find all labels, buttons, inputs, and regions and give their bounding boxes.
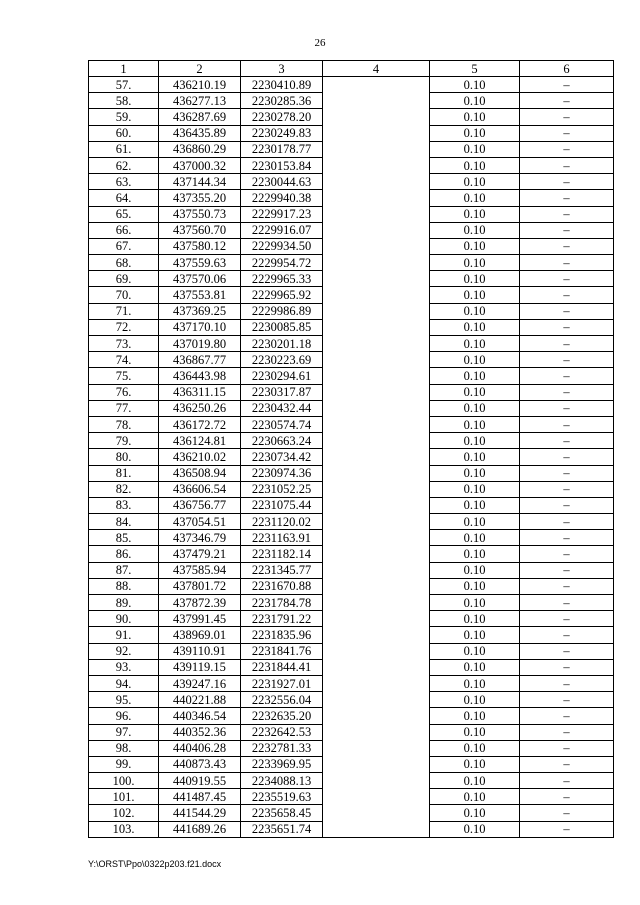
accuracy-cell: 0.10	[430, 514, 520, 530]
column-6-cell: –	[520, 174, 614, 190]
accuracy-cell: 0.10	[430, 675, 520, 691]
x-coordinate-cell: 437355.20	[159, 190, 241, 206]
y-coordinate-cell: 2230734.42	[241, 449, 323, 465]
accuracy-cell: 0.10	[430, 368, 520, 384]
accuracy-cell: 0.10	[430, 821, 520, 837]
y-coordinate-cell: 2230178.77	[241, 141, 323, 157]
header-col-5: 5	[430, 61, 520, 77]
x-coordinate-cell: 437369.25	[159, 303, 241, 319]
column-6-cell: –	[520, 238, 614, 254]
accuracy-cell: 0.10	[430, 611, 520, 627]
column-6-cell: –	[520, 659, 614, 675]
y-coordinate-cell: 2229940.38	[241, 190, 323, 206]
accuracy-cell: 0.10	[430, 449, 520, 465]
accuracy-cell: 0.10	[430, 125, 520, 141]
point-number-cell: 59.	[89, 109, 159, 125]
y-coordinate-cell: 2235658.45	[241, 805, 323, 821]
point-number-cell: 76.	[89, 384, 159, 400]
point-number-cell: 77.	[89, 400, 159, 416]
point-number-cell: 82.	[89, 481, 159, 497]
column-6-cell: –	[520, 789, 614, 805]
column-6-cell: –	[520, 336, 614, 352]
point-number-cell: 58.	[89, 93, 159, 109]
column-6-cell: –	[520, 287, 614, 303]
point-number-cell: 96.	[89, 708, 159, 724]
column-6-cell: –	[520, 562, 614, 578]
x-coordinate-cell: 436277.13	[159, 93, 241, 109]
point-number-cell: 86.	[89, 546, 159, 562]
y-coordinate-cell: 2231927.01	[241, 675, 323, 691]
table-body	[89, 77, 614, 838]
accuracy-cell: 0.10	[430, 190, 520, 206]
table-row	[89, 77, 614, 93]
point-number-cell: 78.	[89, 416, 159, 432]
header-col-6: 6	[520, 61, 614, 77]
accuracy-cell: 0.10	[430, 773, 520, 789]
x-coordinate-cell: 440221.88	[159, 692, 241, 708]
column-6-cell: –	[520, 255, 614, 271]
x-coordinate-cell: 439119.15	[159, 659, 241, 675]
accuracy-cell: 0.10	[430, 206, 520, 222]
column-6-cell: –	[520, 595, 614, 611]
point-number-cell: 67.	[89, 238, 159, 254]
accuracy-cell: 0.10	[430, 384, 520, 400]
y-coordinate-cell: 2229965.33	[241, 271, 323, 287]
accuracy-cell: 0.10	[430, 530, 520, 546]
point-number-cell: 66.	[89, 222, 159, 238]
y-coordinate-cell: 2231345.77	[241, 562, 323, 578]
point-number-cell: 80.	[89, 449, 159, 465]
point-number-cell: 98.	[89, 740, 159, 756]
accuracy-cell: 0.10	[430, 692, 520, 708]
column-6-cell: –	[520, 675, 614, 691]
accuracy-cell: 0.10	[430, 546, 520, 562]
table-header-row	[89, 61, 614, 77]
y-coordinate-cell: 2229986.89	[241, 303, 323, 319]
point-number-cell: 85.	[89, 530, 159, 546]
column-6-cell: –	[520, 93, 614, 109]
point-number-cell: 79.	[89, 433, 159, 449]
header-col-3: 3	[241, 61, 323, 77]
column-4-merged-cell	[323, 77, 430, 838]
y-coordinate-cell: 2230410.89	[241, 77, 323, 93]
x-coordinate-cell: 440406.28	[159, 740, 241, 756]
x-coordinate-cell: 437559.63	[159, 255, 241, 271]
y-coordinate-cell: 2230044.63	[241, 174, 323, 190]
accuracy-cell: 0.10	[430, 255, 520, 271]
y-coordinate-cell: 2229965.92	[241, 287, 323, 303]
column-6-cell: –	[520, 530, 614, 546]
x-coordinate-cell: 437560.70	[159, 222, 241, 238]
x-coordinate-cell: 437144.34	[159, 174, 241, 190]
column-6-cell: –	[520, 805, 614, 821]
x-coordinate-cell: 437585.94	[159, 562, 241, 578]
column-6-cell: –	[520, 384, 614, 400]
accuracy-cell: 0.10	[430, 740, 520, 756]
point-number-cell: 90.	[89, 611, 159, 627]
accuracy-cell: 0.10	[430, 93, 520, 109]
column-6-cell: –	[520, 481, 614, 497]
x-coordinate-cell: 437019.80	[159, 336, 241, 352]
accuracy-cell: 0.10	[430, 400, 520, 416]
point-number-cell: 61.	[89, 141, 159, 157]
column-6-cell: –	[520, 222, 614, 238]
point-number-cell: 74.	[89, 352, 159, 368]
column-6-cell: –	[520, 497, 614, 513]
page-number: 26	[314, 37, 326, 49]
accuracy-cell: 0.10	[430, 222, 520, 238]
point-number-cell: 60.	[89, 125, 159, 141]
y-coordinate-cell: 2230663.24	[241, 433, 323, 449]
point-number-cell: 69.	[89, 271, 159, 287]
column-6-cell: –	[520, 416, 614, 432]
x-coordinate-cell: 436860.29	[159, 141, 241, 157]
y-coordinate-cell: 2230249.83	[241, 125, 323, 141]
point-number-cell: 73.	[89, 336, 159, 352]
point-number-cell: 83.	[89, 497, 159, 513]
x-coordinate-cell: 436756.77	[159, 497, 241, 513]
x-coordinate-cell: 436124.81	[159, 433, 241, 449]
column-6-cell: –	[520, 271, 614, 287]
column-6-cell: –	[520, 352, 614, 368]
column-6-cell: –	[520, 77, 614, 93]
point-number-cell: 91.	[89, 627, 159, 643]
x-coordinate-cell: 437054.51	[159, 514, 241, 530]
y-coordinate-cell: 2230285.36	[241, 93, 323, 109]
y-coordinate-cell: 2231835.96	[241, 627, 323, 643]
y-coordinate-cell: 2229917.23	[241, 206, 323, 222]
y-coordinate-cell: 2230085.85	[241, 319, 323, 335]
x-coordinate-cell: 436435.89	[159, 125, 241, 141]
point-number-cell: 72.	[89, 319, 159, 335]
x-coordinate-cell: 439110.91	[159, 643, 241, 659]
point-number-cell: 99.	[89, 756, 159, 772]
column-6-cell: –	[520, 708, 614, 724]
point-number-cell: 88.	[89, 578, 159, 594]
accuracy-cell: 0.10	[430, 141, 520, 157]
point-number-cell: 87.	[89, 562, 159, 578]
y-coordinate-cell: 2230317.87	[241, 384, 323, 400]
point-number-cell: 100.	[89, 773, 159, 789]
x-coordinate-cell: 436311.15	[159, 384, 241, 400]
column-6-cell: –	[520, 627, 614, 643]
point-number-cell: 57.	[89, 77, 159, 93]
x-coordinate-cell: 437000.32	[159, 157, 241, 173]
point-number-cell: 89.	[89, 595, 159, 611]
accuracy-cell: 0.10	[430, 238, 520, 254]
column-6-cell: –	[520, 449, 614, 465]
column-6-cell: –	[520, 125, 614, 141]
column-6-cell: –	[520, 756, 614, 772]
accuracy-cell: 0.10	[430, 481, 520, 497]
column-6-cell: –	[520, 433, 614, 449]
point-number-cell: 94.	[89, 675, 159, 691]
x-coordinate-cell: 436287.69	[159, 109, 241, 125]
column-6-cell: –	[520, 303, 614, 319]
header-col-1: 1	[89, 61, 159, 77]
y-coordinate-cell: 2231791.22	[241, 611, 323, 627]
x-coordinate-cell: 436508.94	[159, 465, 241, 481]
x-coordinate-cell: 437553.81	[159, 287, 241, 303]
accuracy-cell: 0.10	[430, 352, 520, 368]
x-coordinate-cell: 436606.54	[159, 481, 241, 497]
y-coordinate-cell: 2230278.20	[241, 109, 323, 125]
y-coordinate-cell: 2232781.33	[241, 740, 323, 756]
y-coordinate-cell: 2230432.44	[241, 400, 323, 416]
accuracy-cell: 0.10	[430, 433, 520, 449]
x-coordinate-cell: 438969.01	[159, 627, 241, 643]
accuracy-cell: 0.10	[430, 643, 520, 659]
x-coordinate-cell: 436210.19	[159, 77, 241, 93]
y-coordinate-cell: 2230223.69	[241, 352, 323, 368]
point-number-cell: 71.	[89, 303, 159, 319]
column-6-cell: –	[520, 578, 614, 594]
accuracy-cell: 0.10	[430, 578, 520, 594]
accuracy-cell: 0.10	[430, 271, 520, 287]
x-coordinate-cell: 436172.72	[159, 416, 241, 432]
accuracy-cell: 0.10	[430, 174, 520, 190]
x-coordinate-cell: 439247.16	[159, 675, 241, 691]
header-col-2: 2	[159, 61, 241, 77]
accuracy-cell: 0.10	[430, 416, 520, 432]
accuracy-cell: 0.10	[430, 595, 520, 611]
column-6-cell: –	[520, 724, 614, 740]
point-number-cell: 97.	[89, 724, 159, 740]
y-coordinate-cell: 2230201.18	[241, 336, 323, 352]
point-number-cell: 68.	[89, 255, 159, 271]
column-6-cell: –	[520, 546, 614, 562]
y-coordinate-cell: 2231784.78	[241, 595, 323, 611]
point-number-cell: 64.	[89, 190, 159, 206]
accuracy-cell: 0.10	[430, 77, 520, 93]
x-coordinate-cell: 436250.26	[159, 400, 241, 416]
y-coordinate-cell: 2231844.41	[241, 659, 323, 675]
y-coordinate-cell: 2234088.13	[241, 773, 323, 789]
accuracy-cell: 0.10	[430, 319, 520, 335]
point-number-cell: 101.	[89, 789, 159, 805]
y-coordinate-cell: 2232635.20	[241, 708, 323, 724]
accuracy-cell: 0.10	[430, 157, 520, 173]
point-number-cell: 102.	[89, 805, 159, 821]
y-coordinate-cell: 2229916.07	[241, 222, 323, 238]
column-6-cell: –	[520, 157, 614, 173]
x-coordinate-cell: 436867.77	[159, 352, 241, 368]
x-coordinate-cell: 437170.10	[159, 319, 241, 335]
column-6-cell: –	[520, 319, 614, 335]
column-6-cell: –	[520, 692, 614, 708]
column-6-cell: –	[520, 643, 614, 659]
y-coordinate-cell: 2231841.76	[241, 643, 323, 659]
column-6-cell: –	[520, 206, 614, 222]
point-number-cell: 95.	[89, 692, 159, 708]
x-coordinate-cell: 437991.45	[159, 611, 241, 627]
x-coordinate-cell: 440873.43	[159, 756, 241, 772]
y-coordinate-cell: 2232642.53	[241, 724, 323, 740]
column-6-cell: –	[520, 821, 614, 837]
x-coordinate-cell: 437346.79	[159, 530, 241, 546]
x-coordinate-cell: 437580.12	[159, 238, 241, 254]
y-coordinate-cell: 2233969.95	[241, 756, 323, 772]
accuracy-cell: 0.10	[430, 303, 520, 319]
y-coordinate-cell: 2229954.72	[241, 255, 323, 271]
column-6-cell: –	[520, 773, 614, 789]
y-coordinate-cell: 2231052.25	[241, 481, 323, 497]
x-coordinate-cell: 437479.21	[159, 546, 241, 562]
x-coordinate-cell: 437570.06	[159, 271, 241, 287]
x-coordinate-cell: 441544.29	[159, 805, 241, 821]
y-coordinate-cell: 2229934.50	[241, 238, 323, 254]
y-coordinate-cell: 2231670.88	[241, 578, 323, 594]
y-coordinate-cell: 2231182.14	[241, 546, 323, 562]
y-coordinate-cell: 2235519.63	[241, 789, 323, 805]
header-col-4: 4	[323, 61, 430, 77]
file-path-footer: Y:\ORST\Ppo\0322p203.f21.docx	[88, 859, 222, 869]
y-coordinate-cell: 2231075.44	[241, 497, 323, 513]
point-number-cell: 65.	[89, 206, 159, 222]
accuracy-cell: 0.10	[430, 109, 520, 125]
column-6-cell: –	[520, 190, 614, 206]
accuracy-cell: 0.10	[430, 708, 520, 724]
point-number-cell: 62.	[89, 157, 159, 173]
accuracy-cell: 0.10	[430, 627, 520, 643]
column-6-cell: –	[520, 141, 614, 157]
column-6-cell: –	[520, 611, 614, 627]
y-coordinate-cell: 2230294.61	[241, 368, 323, 384]
accuracy-cell: 0.10	[430, 287, 520, 303]
x-coordinate-cell: 437872.39	[159, 595, 241, 611]
point-number-cell: 75.	[89, 368, 159, 384]
x-coordinate-cell: 440346.54	[159, 708, 241, 724]
x-coordinate-cell: 436210.02	[159, 449, 241, 465]
accuracy-cell: 0.10	[430, 789, 520, 805]
point-number-cell: 81.	[89, 465, 159, 481]
column-6-cell: –	[520, 514, 614, 530]
y-coordinate-cell: 2235651.74	[241, 821, 323, 837]
y-coordinate-cell: 2230574.74	[241, 416, 323, 432]
x-coordinate-cell: 436443.98	[159, 368, 241, 384]
x-coordinate-cell: 437801.72	[159, 578, 241, 594]
column-6-cell: –	[520, 109, 614, 125]
y-coordinate-cell: 2230974.36	[241, 465, 323, 481]
point-number-cell: 63.	[89, 174, 159, 190]
x-coordinate-cell: 441689.26	[159, 821, 241, 837]
y-coordinate-cell: 2232556.04	[241, 692, 323, 708]
y-coordinate-cell: 2231163.91	[241, 530, 323, 546]
accuracy-cell: 0.10	[430, 724, 520, 740]
y-coordinate-cell: 2230153.84	[241, 157, 323, 173]
column-6-cell: –	[520, 400, 614, 416]
accuracy-cell: 0.10	[430, 805, 520, 821]
x-coordinate-cell: 437550.73	[159, 206, 241, 222]
coordinates-table	[88, 60, 614, 838]
accuracy-cell: 0.10	[430, 336, 520, 352]
accuracy-cell: 0.10	[430, 465, 520, 481]
y-coordinate-cell: 2231120.02	[241, 514, 323, 530]
accuracy-cell: 0.10	[430, 659, 520, 675]
point-number-cell: 70.	[89, 287, 159, 303]
point-number-cell: 93.	[89, 659, 159, 675]
column-6-cell: –	[520, 368, 614, 384]
accuracy-cell: 0.10	[430, 562, 520, 578]
column-6-cell: –	[520, 740, 614, 756]
point-number-cell: 84.	[89, 514, 159, 530]
x-coordinate-cell: 440352.36	[159, 724, 241, 740]
x-coordinate-cell: 441487.45	[159, 789, 241, 805]
accuracy-cell: 0.10	[430, 497, 520, 513]
point-number-cell: 103.	[89, 821, 159, 837]
point-number-cell: 92.	[89, 643, 159, 659]
accuracy-cell: 0.10	[430, 756, 520, 772]
column-6-cell: –	[520, 465, 614, 481]
x-coordinate-cell: 440919.55	[159, 773, 241, 789]
